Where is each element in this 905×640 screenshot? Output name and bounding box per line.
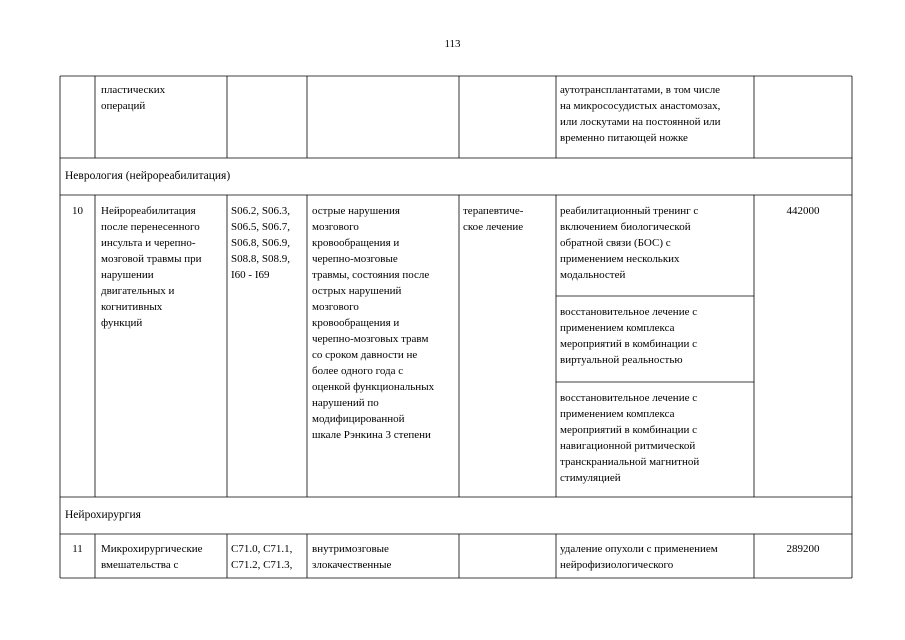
item10-name: Нейрореабилитация после перенесенного инсульта и черепно- мозговой травмы при нарушении двигательных и когнитивных функций [101, 205, 202, 329]
item10-cost: 442000 [786, 205, 820, 217]
item10-treatment-type: терапевтиче- ское лечение [463, 205, 524, 233]
item10-patient-model: острые нарушения мозгового кровообращения и черепно-мозговые травмы, состояния после острых нарушений мозгового кровообращения и черепно-мозговых травм со сроком давности не более одного года с оценкой функциональных нарушений по модифицированной шкале Рэнкина 3 степени [312, 205, 435, 441]
item10-codes: S06.2, S06.3, S06.5, S06.7, S06.8, S06.9, S08.8, S08.9, I60 - I69 [231, 205, 290, 281]
item11-codes: C71.0, C71.1, C71.2, C71.3, [231, 543, 293, 571]
item10-method-2: восстановительное лечение с применением комплекса мероприятий в комбинации с виртуальной реальностью [560, 306, 698, 366]
section-heading-neuro-rehab: Неврология (нейрореабилитация) [65, 170, 231, 182]
page-number: 113 [444, 38, 461, 50]
item11-name: Микрохирургические вмешательства с [101, 543, 203, 571]
item11-method: удаление опухоли с применением нейрофизиологического [560, 543, 718, 571]
item10-number: 10 [72, 205, 83, 217]
item10-method-1: реабилитационный тренинг с включением биологической обратной связи (БОС) с применением нескольких модальностей [560, 205, 699, 281]
item11-number: 11 [72, 543, 83, 555]
continued-row-method: аутотрансплантатами, в том числе на микрососудистых анастомозах, или лоскутами на постоянной или временно питающей ножке [560, 84, 721, 144]
section-heading-neurosurgery: Нейрохирургия [65, 509, 141, 521]
item11-cost: 289200 [786, 543, 820, 555]
item11-patient-model: внутримозговые злокачественные [312, 543, 392, 571]
item10-method-3: восстановительное лечение с применением комплекса мероприятий в комбинации с навигационной ритмической транскраниальной магнитной стимуляцией [560, 392, 700, 484]
continued-row-name: пластических операций [101, 84, 166, 112]
